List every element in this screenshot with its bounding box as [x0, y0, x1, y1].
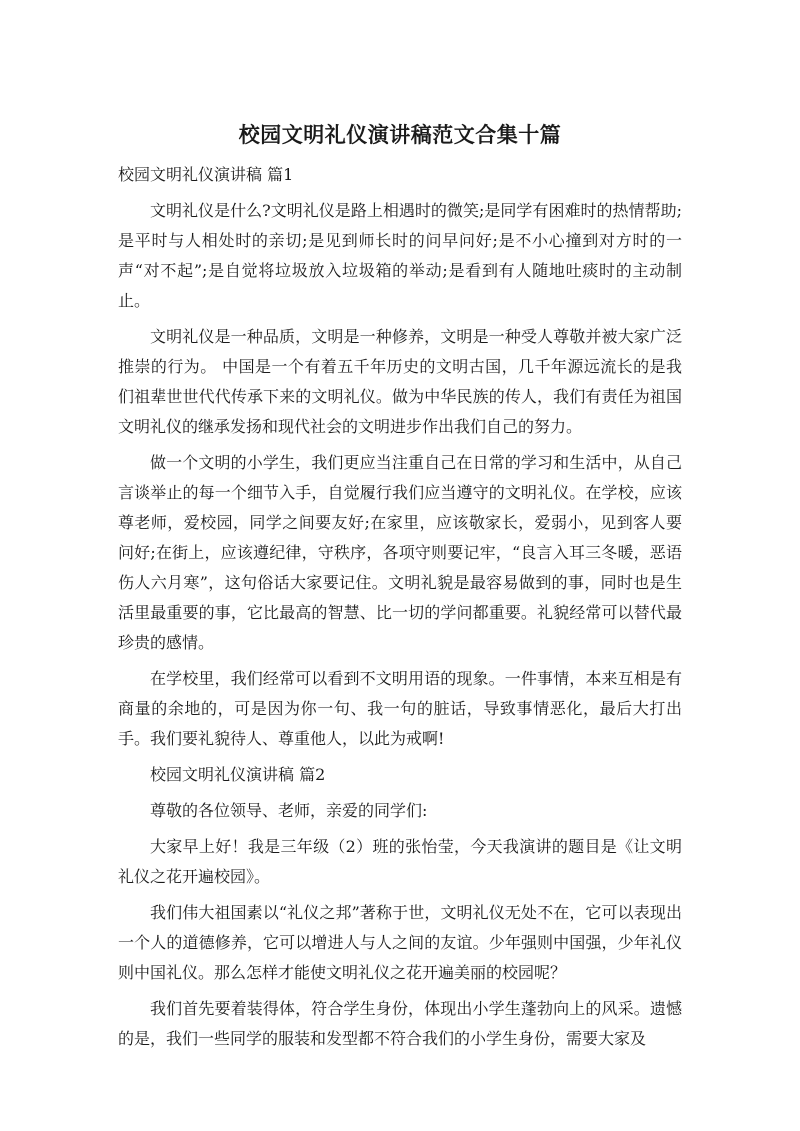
- section-1-heading: 校园文明礼仪演讲稿 篇1: [118, 165, 294, 184]
- section-1-paragraph: 文明礼仪是什么?文明礼仪是路上相遇时的微笑;是同学有困难时的热情帮助;是平时与人相处时的亲切;是见到师长时的问早问好;是不小心撞到对方时的一声“对不起”;是自觉将垃圾放入垃圾箱的举动;是看到有人随地吐痰时的主动制止。: [118, 201, 682, 310]
- section-1-paragraph: 文明礼仪是一种品质，文明是一种修养，文明是一种受人尊敬并被大家广泛推崇的行为。 中国是一个有着五千年历史的文明古国，几千年源远流长的是我们祖辈世世代代传承下来的文明礼仪。做为中华民族的传人，我们有责任为祖国文明礼仪的继承发扬和现代社会的文明进步作出我们自己的努力。: [118, 327, 682, 436]
- section-2-paragraph: 我们首先要着装得体，符合学生身份，体现出小学生蓬勃向上的风采。遗憾的是，我们一些同学的服装和发型都不符合我们的小学生身份，需要大家及: [118, 999, 682, 1048]
- section-2-paragraph: 尊敬的各位领导、老师，亲爱的同学们:: [150, 801, 428, 820]
- document-body: [118, 160, 682, 1060]
- section-1-paragraph: 在学校里，我们经常可以看到不文明用语的现象。一件事情，本来互相是有商量的余地的，可是因为你一句、我一句的脏话，导致事情恶化，最后大打出手。我们要礼貌待人、尊重他人，以此为戒啊!: [118, 669, 682, 748]
- section-1-paragraph: 做一个文明的小学生，我们更应当注重自己在日常的学习和生活中，从自己言谈举止的每一个细节入手，自觉履行我们应当遵守的文明礼仪。在学校，应该尊老师，爱校园，同学之间要友好;在家里，应该敬家长，爱弱小，见到客人要问好;在街上，应该遵纪律，守秩序，各项守则要记牢，“良言入耳三冬暖，恶语伤人六月寒”，这句俗话大家要记住。文明礼貌是最容易做到的事，同时也是生活里最重要的事，它比最高的智慧、比一切的学问都重要。礼貌经常可以替代最珍贵的感情。: [118, 453, 682, 652]
- document-title: 校园文明礼仪演讲稿范文合集十篇: [238, 123, 562, 147]
- section-2-paragraph: 大家早上好！我是三年级（2）班的张怡莹，今天我演讲的题目是《让文明礼仪之花开遍校园》。: [118, 837, 682, 886]
- section-2-paragraph: 我们伟大祖国素以“礼仪之邦”著称于世，文明礼仪无处不在，它可以表现出一个人的道德修养，它可以增进人与人之间的友谊。少年强则中国强，少年礼仪则中国礼仪。那么怎样才能使文明礼仪之花开遍美丽的校园呢？: [118, 903, 682, 982]
- section-2-heading: 校园文明礼仪演讲稿 篇2: [150, 765, 326, 784]
